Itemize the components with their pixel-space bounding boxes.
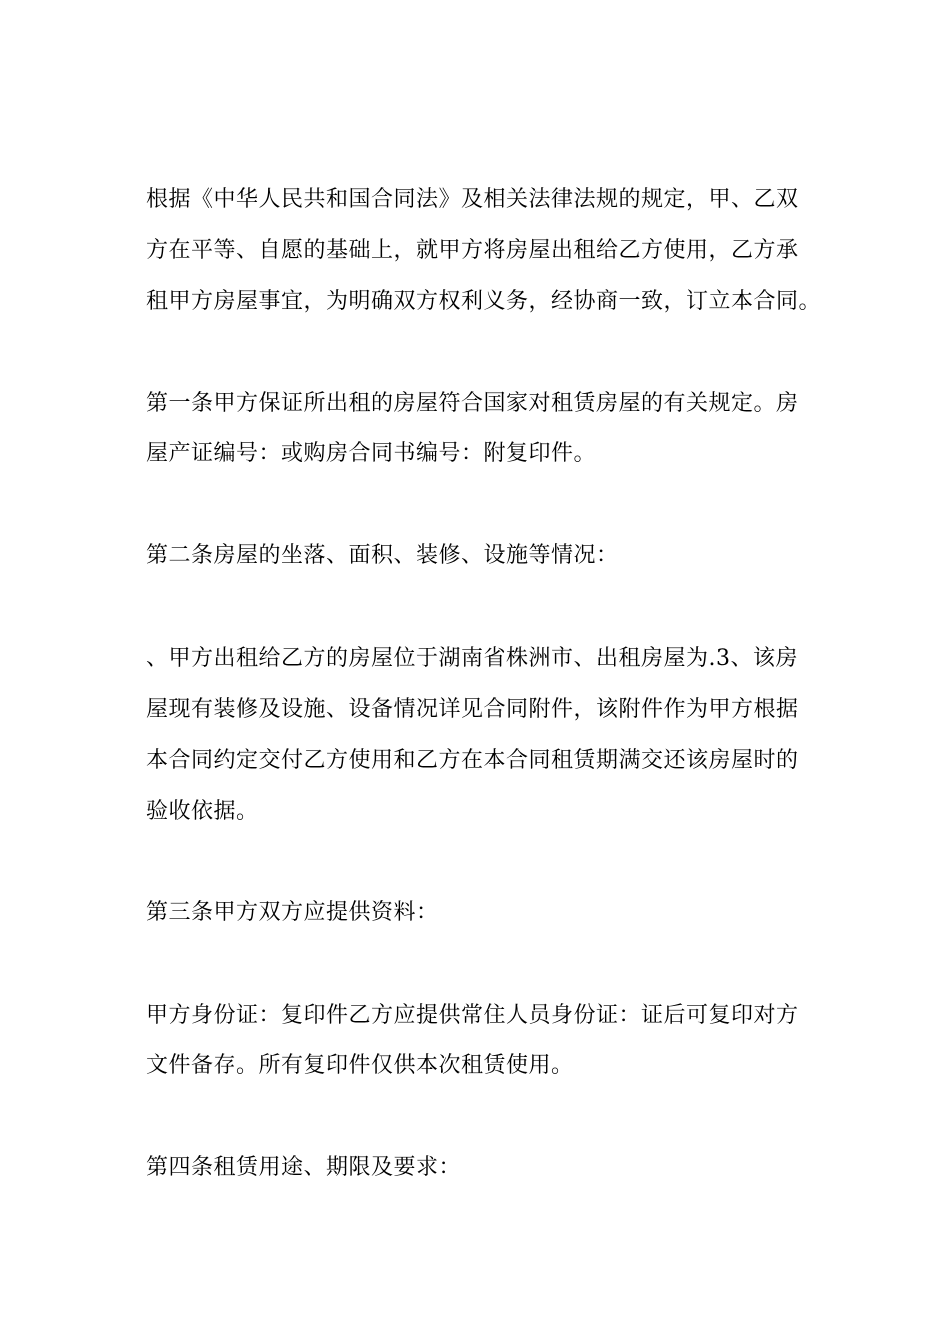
text-line: 第一条甲方保证所出租的房屋符合国家对租赁房屋的有关规定。房 xyxy=(146,391,799,416)
text-line: 租甲方房屋事宜，为明确双方权利义务，经协商一致，订立本合同。 xyxy=(146,289,822,314)
text-line: 验收依据。 xyxy=(146,799,259,824)
text-line: 屋产证编号：或购房合同书编号：附复印件。 xyxy=(146,441,597,466)
text-line: 第四条租赁用途、期限及要求： xyxy=(146,1155,462,1180)
text-line: 第二条房屋的坐落、面积、装修、设施等情况： xyxy=(146,543,619,568)
text-line: 第三条甲方双方应提供资料： xyxy=(146,900,439,925)
text-line: 根据《中华人民共和国合同法》及相关法律法规的规定，甲、乙双 xyxy=(146,187,799,212)
text-line: 方在平等、自愿的基础上，就甲方将房屋出租给乙方使用，乙方承 xyxy=(146,238,799,263)
text-line: 、甲方出租给乙方的房屋位于湖南省株洲市、出租房屋为.3、该房 xyxy=(146,646,798,671)
text-line: 屋现有装修及设施、设备情况详见合同附件，该附件作为甲方根据 xyxy=(146,697,799,722)
text-line: 文件备存。所有复印件仅供本次租赁使用。 xyxy=(146,1053,574,1078)
text-line: 本合同约定交付乙方使用和乙方在本合同租赁期满交还该房屋时的 xyxy=(146,748,799,773)
text-line: 甲方身份证：复印件乙方应提供常住人员身份证：证后可复印对方 xyxy=(146,1003,799,1028)
